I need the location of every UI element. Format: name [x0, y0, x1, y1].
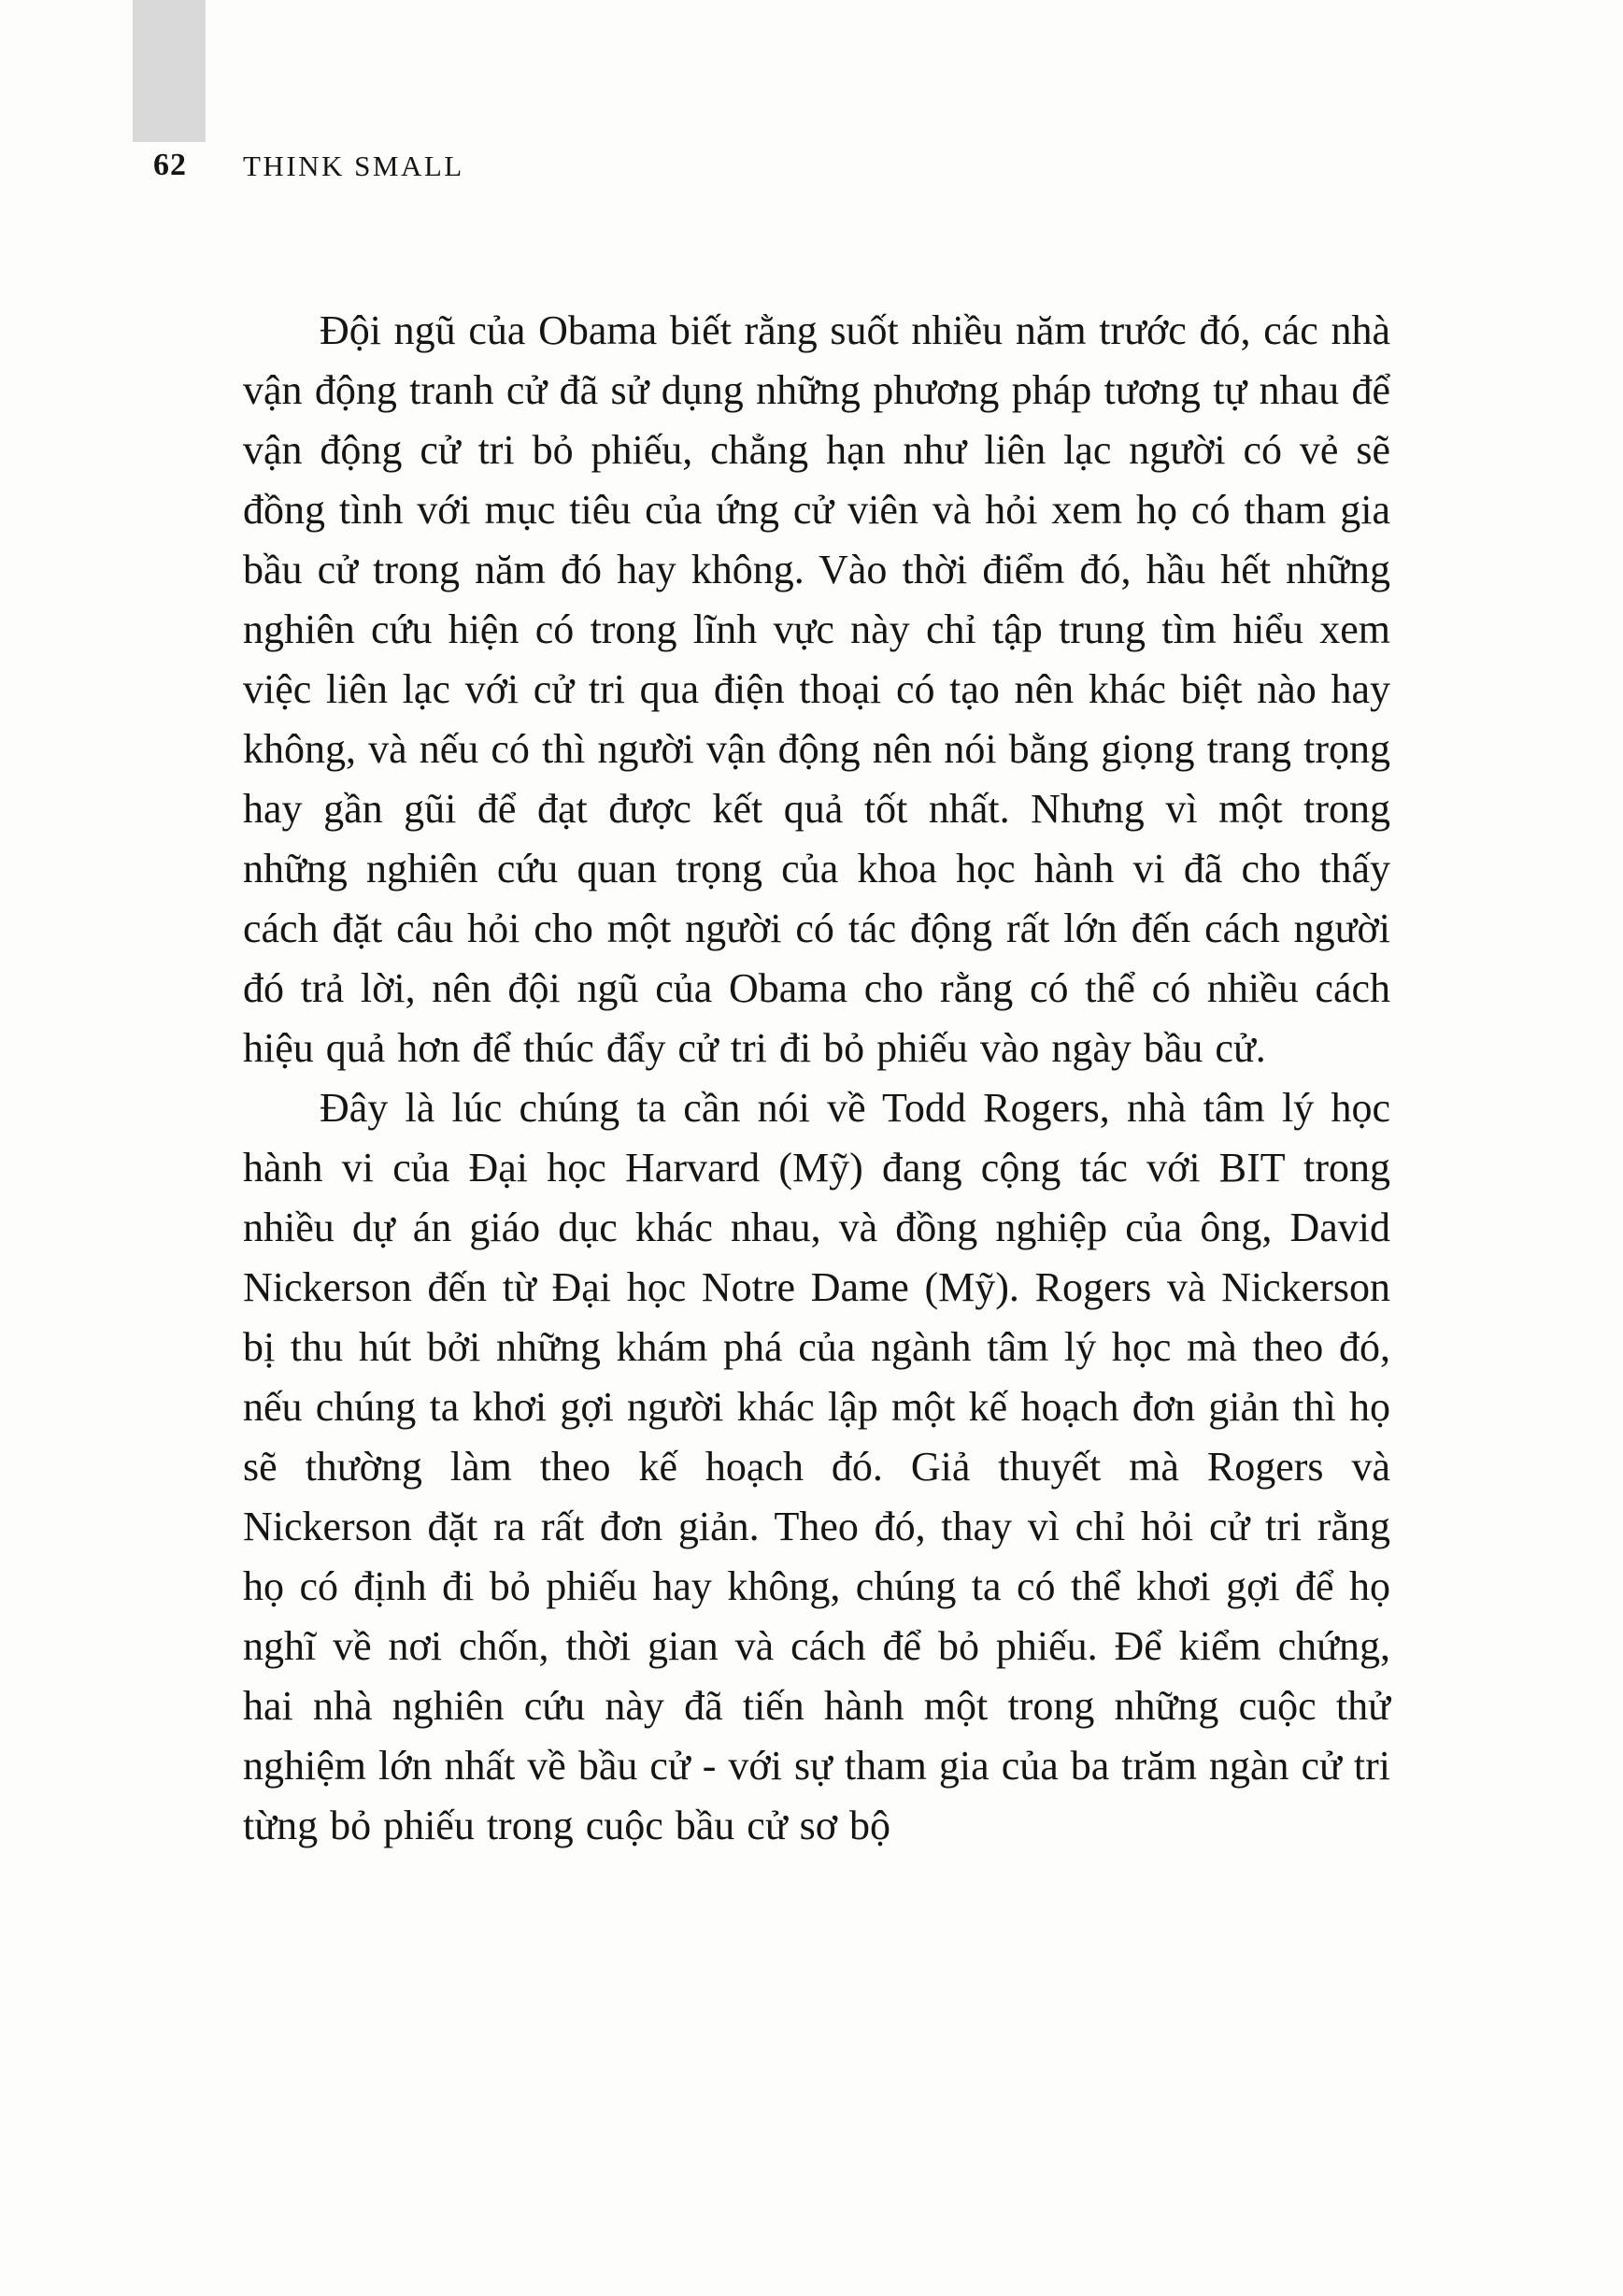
- page-number: 62: [153, 148, 187, 182]
- page-margin-bar: [133, 0, 206, 142]
- body-text: [243, 301, 1390, 1856]
- page-header: [0, 148, 1623, 189]
- paragraph: Đây là lúc chúng ta cần nói về Todd Rogers, nhà tâm lý học hành vi của Đại học Harvard (Mỹ) đang cộng tác với BIT trong nhiều dự án giáo dục khác nhau, và đồng nghiệp của ông, David Nickerson đến từ Đại học Notre Dame (Mỹ). Rogers và Nickerson bị thu hút bởi những khám phá của ngành tâm lý học mà theo đó, nếu chúng ta khơi gợi người khác lập một kế hoạch đơn giản thì họ sẽ thường làm theo kế hoạch đó. Giả thuyết mà Rogers và Nickerson đặt ra rất đơn giản. Theo đó, thay vì chỉ hỏi cử tri rằng họ có định đi bỏ phiếu hay không, chúng ta có thể khơi gợi để họ nghĩ về nơi chốn, thời gian và cách để bỏ phiếu. Để kiểm chứng, hai nhà nghiên cứu này đã tiến hành một trong những cuộc thử nghiệm lớn nhất về bầu cử - với sự tham gia của ba trăm ngàn cử tri từng bỏ phiếu trong cuộc bầu cử sơ bộ: [243, 1085, 1390, 1848]
- paragraph: Đội ngũ của Obama biết rằng suốt nhiều năm trước đó, các nhà vận động tranh cử đã sử dụng những phương pháp tương tự nhau để vận động cử tri bỏ phiếu, chẳng hạn như liên lạc người có vẻ sẽ đồng tình với mục tiêu của ứng cử viên và hỏi xem họ có tham gia bầu cử trong năm đó hay không. Vào thời điểm đó, hầu hết những nghiên cứu hiện có trong lĩnh vực này chỉ tập trung tìm hiểu xem việc liên lạc với cử tri qua điện thoại có tạo nên khác biệt nào hay không, và nếu có thì người vận động nên nói bằng giọng trang trọng hay gần gũi để đạt được kết quả tốt nhất. Nhưng vì một trong những nghiên cứu quan trọng của khoa học hành vi đã cho thấy cách đặt câu hỏi cho một người có tác động rất lớn đến cách người đó trả lời, nên đội ngũ của Obama cho rằng có thể có nhiều cách hiệu quả hơn để thúc đẩy cử tri đi bỏ phiếu vào ngày bầu cử.: [243, 307, 1390, 1071]
- running-title: THINK SMALL: [243, 150, 464, 182]
